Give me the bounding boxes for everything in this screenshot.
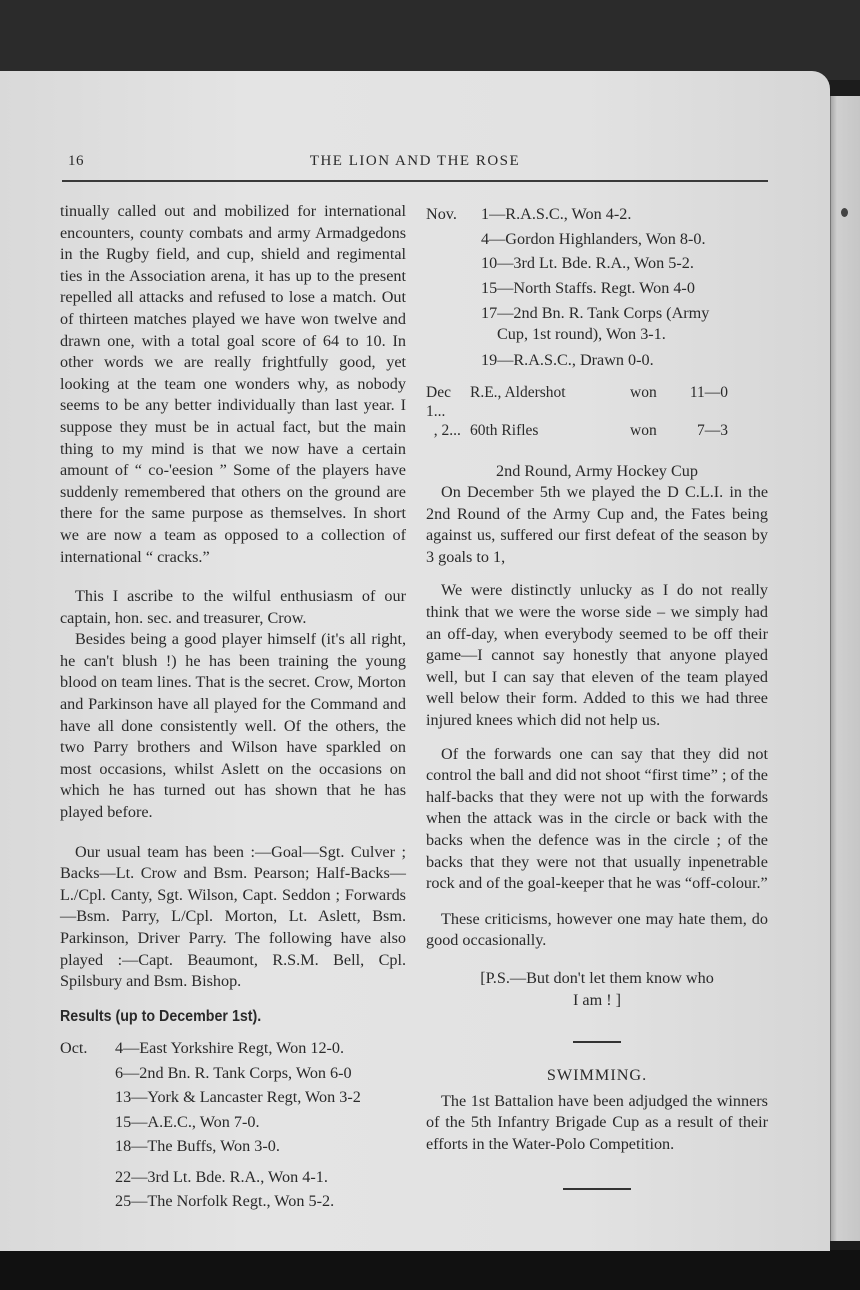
match-row	[60, 1165, 406, 1190]
match-row	[426, 303, 768, 345]
dec-date: Dec 1...	[426, 383, 451, 420]
page-number: 16	[68, 153, 84, 169]
dec-row	[426, 421, 768, 440]
paragraph-captain: This I ascribe to the wilful enthusiasm of our captain, hon. sec. and treasurer, Crow.	[60, 587, 406, 627]
dec-score: 7—3	[697, 421, 728, 439]
match-result: 22—3rd Lt. Bde. R.A., Won 4-1.	[115, 1167, 328, 1186]
results-heading: Results (up to December 1st).	[60, 1007, 262, 1025]
postscript	[426, 968, 768, 1011]
postscript-line: I am ! ]	[572, 990, 622, 1009]
match-result: 4—East Yorkshire Regt, Won 12-0.	[115, 1039, 345, 1058]
running-title: THE LION AND THE ROSE	[309, 153, 521, 169]
swimming-heading: SWIMMING.	[546, 1066, 648, 1085]
page-header	[62, 150, 768, 182]
paragraph-training: Besides being a good player himself (it's all right, he can't blush !) he has been training the young blood on team lines. That is the secret. Crow, Morton and Parkinson have all played for the Command and have all done consistently well. Of the others, the two Parry brothers and Wilson have sparkled on most occasions, whilst Aslett on the occasions on which he has turned out has shown that he has played before.	[60, 630, 406, 822]
paragraph-swimming: The 1st Battalion have been adjudged the winners of the 5th Infantry Brigade Cup as a result of their efforts in the Water-Polo Competition.	[426, 1091, 768, 1153]
match-result: 15—A.E.C., Won 7-0.	[115, 1112, 260, 1131]
paper-spot	[841, 208, 848, 217]
match-result-line: 17—2nd Bn. R. Tank Corps (Army	[481, 304, 710, 322]
match-result: 4—Gordon Highlanders, Won 8-0.	[481, 229, 706, 248]
background-bottom	[0, 1250, 860, 1290]
match-result: 1—R.A.S.C., Won 4-2.	[481, 205, 632, 223]
match-row	[426, 202, 768, 227]
paragraph-cup-defeat: On December 5th we played the D C.L.I. in the 2nd Round of the Army Cup and, the Fates being against us, suffered our first defeat of the season by 3 goals to 1,	[426, 483, 768, 566]
match-result-continuation: Cup, 1st round), Won 3-1.	[497, 325, 666, 343]
november-results	[426, 202, 768, 373]
match-result: 13—York & Lancaster Regt, Won 3-2	[115, 1088, 361, 1107]
dec-date: , 2...	[426, 421, 461, 439]
cup-heading: 2nd Round, Army Hockey Cup	[496, 461, 698, 480]
paragraph-team-record: tinually called out and mobilized for international encounters, county combats and army Armadgedons in the Rugby field, and cup, shield and regimental ties in the Association arena, it has up to the present repelled all attacks and refused to lose a match. Out of thirteen matches played we have won twelve and drawn one, with a total goal score of 64 to 10. In other words we are really frightfully good, yet looking at the team one wonders why, as nobody seems to be any better individually than last year. I suppose they must be in actual fact, but the main thing to my mind is that we now have a certain amount of “ co-'eesion ” Some of the players have suddenly remembered that others on the ground are there for the same purpose as themselves. In short we are now a team as opposed to a collection of international “ cracks.”	[60, 202, 406, 566]
december-results	[426, 383, 768, 440]
match-result: 10—3rd Lt. Bde. R.A., Won 5-2.	[481, 254, 694, 272]
match-row	[60, 1189, 406, 1214]
paragraph-unlucky: We were distinctly unlucky as I do not really think that we were the worse side – we simply had an off-day, when everybody seemed to be off their game—I cannot say honestly that anyone played well, but I can say that eleven of the team played well below their form. Added to this we had three injured knees which did not help us.	[426, 581, 768, 730]
dec-row	[426, 383, 768, 421]
paragraph-criticism: Of the forwards one can say that they did not control the ball and did not shoot “first time” ; of the half-backs that they were not up with the forwards when the attack was in the circle or back with the backs when the defence was in the circle ; of the backs that they were not that usually inpenetrable rock and of the goal-keeper that he was “off-colour.”	[426, 744, 768, 893]
match-row	[426, 276, 768, 301]
dec-score: 11—0	[689, 383, 728, 401]
match-result	[481, 303, 768, 345]
match-row	[426, 227, 768, 252]
match-row	[426, 348, 768, 373]
left-column	[60, 201, 406, 1214]
match-result: 15—North Staffs. Regt. Won 4-0	[481, 278, 695, 297]
section-divider	[563, 1188, 631, 1190]
match-row	[60, 1110, 406, 1135]
match-row	[426, 251, 768, 276]
october-results	[60, 1036, 406, 1214]
section-divider	[573, 1041, 621, 1043]
next-page-edge	[830, 96, 860, 1241]
month-label: Oct.	[60, 1039, 88, 1058]
match-result: 25—The Norfolk Regt., Won 5-2.	[115, 1192, 335, 1211]
paragraph-criticism-value: These criticisms, however one may hate them, do good occasionally.	[426, 909, 768, 950]
match-result: 19—R.A.S.C., Drawn 0-0.	[481, 351, 654, 369]
right-column	[426, 202, 768, 1190]
match-row	[60, 1061, 406, 1086]
dec-result: won	[630, 421, 657, 439]
match-result: 18—The Buffs, Won 3-0.	[115, 1137, 280, 1156]
background-top	[0, 0, 860, 80]
paragraph-usual-team: Our usual team has been :—Goal—Sgt. Culver ; Backs—Lt. Crow and Bsm. Pearson; Half-Backs—L./Cpl. Canty, Sgt. Wilson, Capt. Seddon ; Forwards—Bsm. Parry, L/Cpl. Morton, Lt. Aslett, Bsm. Parkinson, Driver Parry. The following have also played :—Capt. Beaumont, R.S.M. Bell, Cpl. Spilsbury and Bsm. Bishop.	[60, 842, 406, 991]
month-label: Nov.	[426, 205, 457, 223]
match-row	[60, 1036, 406, 1061]
dec-team: 60th Rifles	[470, 421, 539, 439]
match-row	[60, 1134, 406, 1159]
dec-team: R.E., Aldershot	[470, 383, 566, 401]
dec-result: won	[630, 383, 657, 401]
match-row	[60, 1085, 406, 1110]
match-result: 6—2nd Bn. R. Tank Corps, Won 6-0	[115, 1063, 352, 1082]
postscript-line: [P.S.—But don't let them know who	[480, 968, 714, 987]
